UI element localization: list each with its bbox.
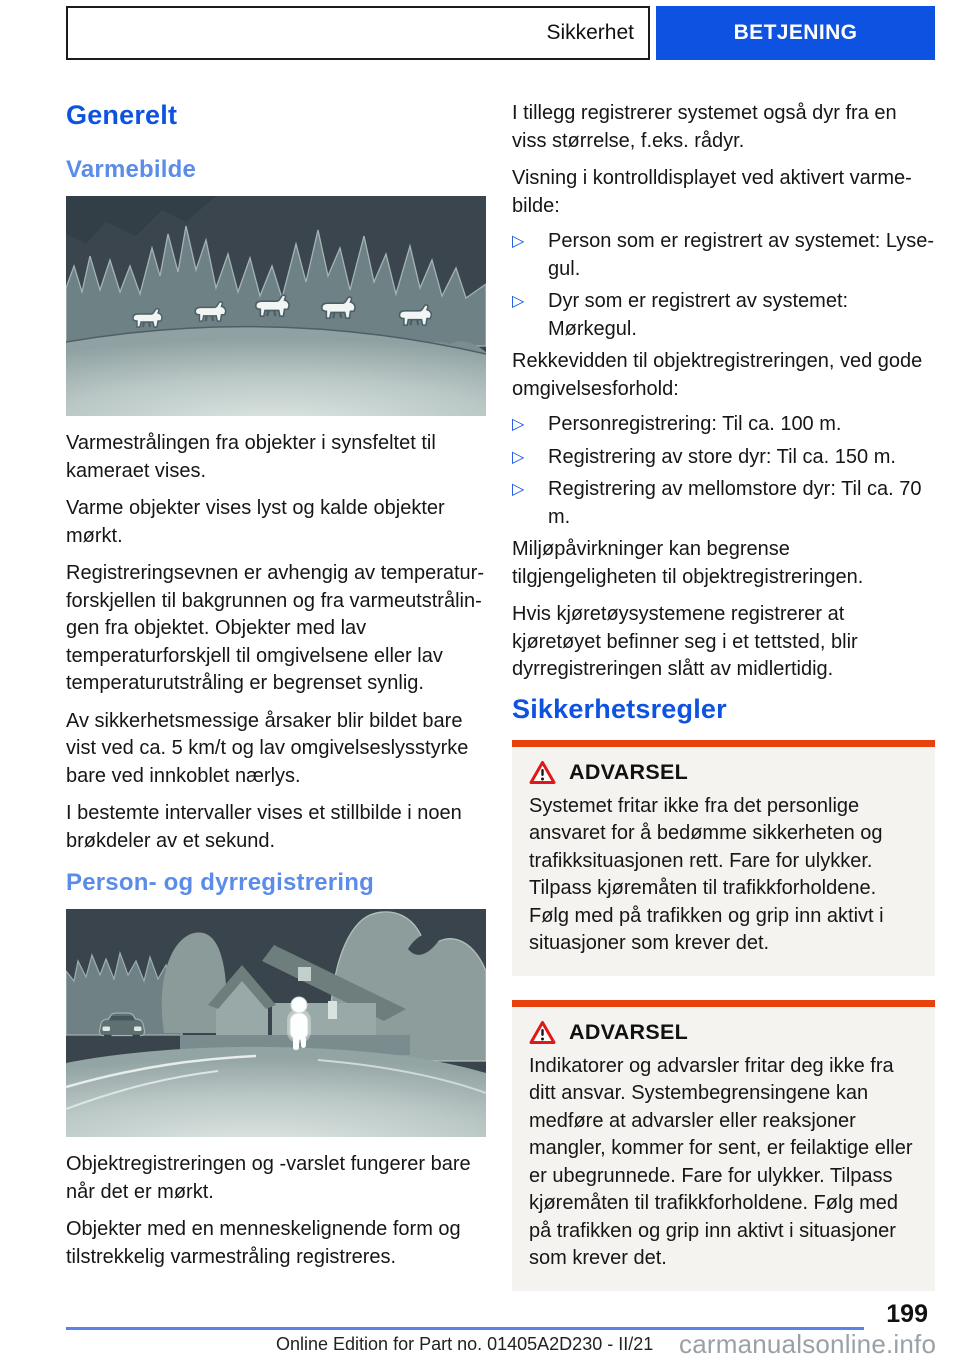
bullet-list-ranges bbox=[512, 411, 935, 531]
paragraph: Varme objekter vises lyst og kalde objekter mørkt. bbox=[66, 497, 445, 547]
chapter-header-box bbox=[66, 6, 650, 60]
list-item bbox=[512, 288, 935, 343]
right-column bbox=[512, 100, 935, 1315]
section-tab bbox=[656, 6, 935, 60]
page-number: 199 bbox=[886, 1300, 928, 1328]
paragraph: Varmestrålingen fra objekter i synsfeltet til kameraet vises. bbox=[66, 432, 436, 482]
edition-note: Online Edition for Part no. 01405A2D230 - II/21 bbox=[276, 1334, 654, 1354]
bullet-text: Personregistrering: Til ca. 100 m. bbox=[548, 413, 842, 435]
paragraph: Rekkevidden til objektregistreringen, ved gode omgivelsesforhold: bbox=[512, 350, 923, 400]
warning-accent-bar bbox=[512, 740, 935, 747]
triangle-bullet-icon: ▷ bbox=[512, 416, 525, 433]
paragraph: Objektregistreringen og -varslet fungerer bare når det er mørkt. bbox=[66, 1153, 471, 1203]
paragraph: Objekter med en menneskelignende form og tilstrekkelig varmestråling registreres. bbox=[66, 1218, 461, 1268]
thermal-animals-illustration bbox=[66, 196, 486, 416]
list-item bbox=[512, 411, 935, 439]
left-column bbox=[66, 100, 486, 1281]
triangle-bullet-icon: ▷ bbox=[512, 293, 525, 310]
bullet-list-display-colors bbox=[512, 228, 935, 343]
list-item bbox=[512, 228, 935, 283]
section-tab-label: BETJENING bbox=[733, 21, 858, 44]
heading-varmebilde: Varmebilde bbox=[66, 156, 197, 183]
bullet-text: Registrering av mellomstore dyr: Til ca. 70 m. bbox=[548, 478, 922, 528]
bullet-text: Dyr som er registrert av systemet: Mørkegul. bbox=[548, 290, 849, 340]
paragraph: Hvis kjøretøysystemene registrerer at kjøretøyet befinner seg i et tettsted, blir dyrregistreringen slått av midlertidig. bbox=[512, 603, 858, 680]
warning-title: ADVARSEL bbox=[569, 759, 689, 784]
warning-triangle-icon bbox=[529, 1020, 556, 1045]
paragraph: I bestemte intervaller vises et stillbilde i noen brøkdeler av et sekund. bbox=[66, 802, 462, 852]
warning-box bbox=[512, 740, 935, 976]
thermal-pedestrian-illustration bbox=[66, 909, 486, 1137]
thermal-image-pedestrian bbox=[66, 909, 486, 1137]
list-item bbox=[512, 444, 935, 472]
warning-accent-bar bbox=[512, 1000, 935, 1007]
paragraph: I tillegg registrerer systemet også dyr fra en viss størrelse, f.eks. rådyr. bbox=[512, 102, 897, 152]
watermark: carmanualsonline.info bbox=[679, 1329, 937, 1359]
bullet-text: Person som er registrert av systemet: Lysegul. bbox=[548, 230, 935, 280]
warning-box bbox=[512, 1000, 935, 1291]
triangle-bullet-icon: ▷ bbox=[512, 448, 525, 466]
warning-text: Indikatorer og advarsler fritar deg ikke fra ditt ansvar. Systembegrensingene kan medføre at advarsler eller reaksjoner mangler, kommer for sent, er feilaktige eller er ubegrunnede. Fare for ulykker. Tilpass kjøremåten til trafikkforholdene. Følg med på trafikken og grip inn aktivt i situasjoner som krever det. bbox=[529, 1054, 913, 1269]
paragraph: Registreringsevnen er avhengig av temperaturforskjellen til bakgrunnen og fra varmeutstrålingen fra objektet. Objekter med lav temperaturforskjell til omgivelsene eller lav temperaturutstråling er begrenset synlig. bbox=[66, 562, 485, 694]
paragraph: Visning i kontrolldisplayet ved aktivert varmebilde: bbox=[512, 167, 912, 217]
paragraph: Miljøpåvirkninger kan begrense tilgjengeligheten til objektregistreringen. bbox=[512, 538, 864, 588]
warning-title: ADVARSEL bbox=[569, 1019, 689, 1044]
paragraph: Av sikkerhetsmessige årsaker blir bildet bare vist ved ca. 5 km/t og lav omgivelseslysstyrke bare ved innkoblet nærlys. bbox=[66, 709, 469, 787]
chapter-label: Sikkerhet bbox=[546, 21, 634, 44]
heading-sikkerhetsregler: Sikkerhetsregler bbox=[512, 693, 727, 724]
triangle-bullet-icon: ▷ bbox=[512, 481, 525, 498]
warning-text: Systemet fritar ikke fra det personlige ansvaret for å bedømme sikkerheten og trafikksituasjonen rett. Fare for ulykker. Tilpass kjøremåten til trafikkforholdene. Følg med på trafikken og grip inn aktivt i situasjoner som krever det. bbox=[529, 794, 884, 954]
page-title: Generelt bbox=[66, 100, 178, 130]
heading-person-dyrregistrering: Person- og dyrregistrering bbox=[66, 869, 374, 896]
triangle-bullet-icon: ▷ bbox=[512, 233, 525, 250]
thermal-image-animals bbox=[66, 196, 486, 416]
list-item bbox=[512, 476, 935, 531]
bullet-text: Registrering av store dyr: Til ca. 150 m. bbox=[548, 445, 896, 468]
warning-triangle-icon bbox=[529, 760, 556, 785]
